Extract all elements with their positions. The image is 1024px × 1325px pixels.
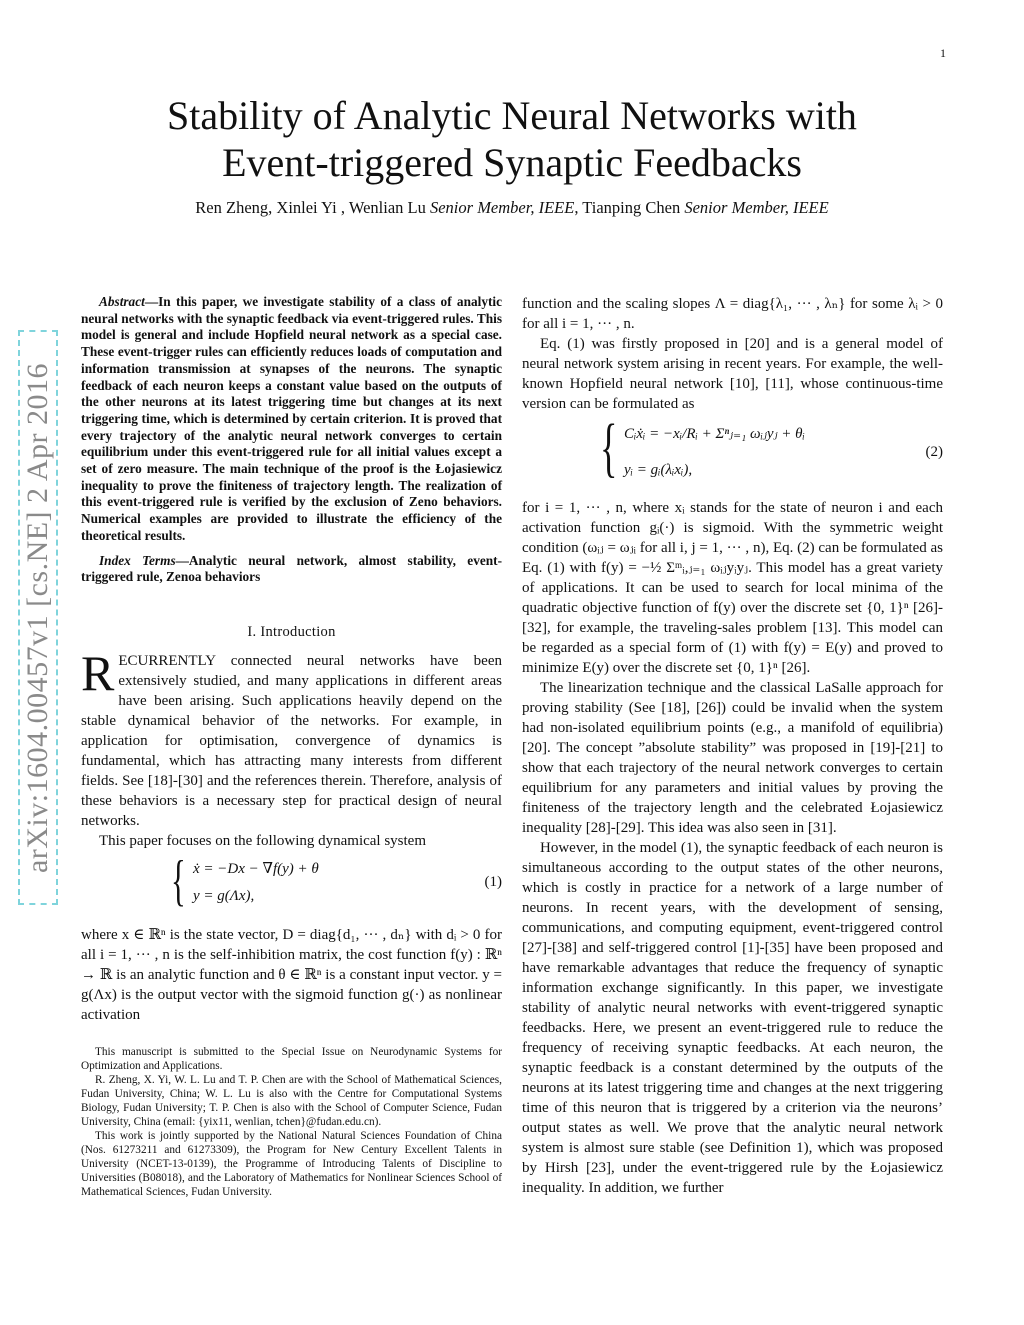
right-paragraph-5: However, in the model (1), the synaptic feedback of each neuron is simultaneous according to the output states of the other neurons, which is costly in practice for a network of a large number of neurons. In recent years, with the development of sensing, communications, and computing equipment, event-triggered control [27]-[38] and self-triggered control [1]-[35] have been proposed and have remarkable advantages that reduce the frequency of synaptic information exchange significantly. In this paper, we investigate stability of analytic neural networks with event-triggered synaptic feedbacks. Here, we present an event-triggered rule to reduce the frequency of receiving synaptic feedbacks. At each neuron, the synaptic feedback is a constant determined by the outputs of the neurons at its latest triggering time and changes at the next triggering time of this neuron that is triggered by a criterion via the neurons’ output states as well. We prove that the analytic neural network system is almost sure stable (see Definition 1), which was proposed by Hirsh [23], under the event-triggered rule by the Łojasiewicz inequality. In addition, we further [522, 840, 943, 1196]
intro-paragraph-3: where x ∈ ℝⁿ is the state vector, D = diag{d₁, ··· , dₙ} with dᵢ > 0 for all i = 1, ··· , n is the self-inhibition matrix, the cost function f(y) : ℝⁿ → ℝ is an analytic function and θ ∈ ℝⁿ is a constant input vector. y = g(Λx) is the output vector with the sigmoid function g(·) as nonlinear activation [81, 926, 502, 1023]
equation-2-number: (2) [925, 444, 943, 460]
intro-paragraph-1-text: ECURRENTLY connected neural networks have been extensively studied, and many applications in different areas have been arising. Such applications heavily depend on the stable dynamical behavior of the networks. For example, in application for optimisation, convergence of dynamics is fundamental, which has attracting many interests from different fields. See [18]-[30] and the references therein. Therefore, analysis of these behaviors is a necessary step for practical design of neural networks. [81, 652, 502, 829]
author-list [0, 198, 1024, 218]
author-names-2: , Tianping Chen [574, 198, 685, 217]
index-terms-lead: Index Terms [99, 552, 176, 568]
section-heading-introduction: I. Introduction [247, 623, 336, 640]
equation-2-line-2: yᵢ = gᵢ(λᵢxᵢ), [624, 462, 693, 478]
author-names-1: Ren Zheng, Xinlei Yi , Wenlian Lu [195, 198, 430, 217]
right-paragraph-3: for i = 1, ··· , n, where xᵢ stands for the state of neuron i and each activation function gᵢ(·) is sigmoid. With the symmetric weight condition (ωᵢⱼ = ωⱼᵢ for all i, j = 1, ··· , n), Eq. (2) can be formulated as Eq. (1) with f(y) = −½ Σᵐᵢ,ⱼ₌₁ ωᵢⱼyᵢyⱼ. This model has a great variety of applications. It can be used to search for local minima of the quadratic objective function of f(y) over the discrete set {0, 1}ⁿ [26]-[32], for example, the traveling-sales problem [13]. This model can be regarded as a special form of (1) with f(y) = E(y) and proved to minimize E(y) over the discrete set {0, 1}ⁿ [26]. [522, 500, 943, 676]
right-paragraph-4: The linearization technique and the classical LaSalle approach for proving stability (See [18], [26]) could be invalid when the system had non-isolated equilibrium points (e.g., a manifold of equilibria) [20]. The concept ”absolute stability” was proposed in [19]-[21] to show that each trajectory of the neural network converges to certain equilibrium for any parameters and initial values by proving the finiteness of the trajectory length and the celebrated Łojasiewicz inequality [28]-[29]. This idea was also seen in [31]. [522, 680, 943, 836]
abstract [81, 294, 502, 545]
index-terms-text: —Analytic neural network, almost stability, event-triggered rule, Zenoa behaviors [81, 552, 503, 585]
footnote-1: This manuscript is submitted to the Special Issue on Neurodynamic Systems for Optimization and Applications. [81, 1045, 502, 1072]
author-role-2: Senior Member, IEEE [684, 198, 829, 217]
equation-brace: { [171, 849, 186, 912]
right-paragraph-1: function and the scaling slopes Λ = diag{λ₁, ··· , λₙ} for some λᵢ > 0 for all i = 1, ··· , n. [522, 296, 943, 332]
left-column [81, 294, 502, 1199]
paper-title [0, 92, 1024, 186]
right-paragraph-2: Eq. (1) was firstly proposed in [20] and is a general model of neural network system arising in recent years. For example, the well-known Hopfield neural network [10], [11], whose continuous-time version can be formulated as [522, 336, 943, 412]
intro-paragraph-2: This paper focuses on the following dynamical system [99, 832, 427, 849]
equation-1-line-1: ẋ = −Dx − ∇f(y) + θ [193, 860, 319, 877]
abstract-lead: Abstract [99, 294, 145, 309]
abstract-text: —In this paper, we investigate stability of a class of analytic neural networks with the synaptic feedback via event-triggered rules. This model is general and include Hopfield neural network as a special case. These event-trigger rules can efficiently reduces loads of computation and information transmission at synapses of the neurons. The synaptic feedback of each neuron keeps a constant value based on the outputs of the other neurons at its latest triggering time but changes at its next triggering time, which is determined by certain criterion. It is proved that every trajectory of the analytic neural network converges to certain equilibrium under this event-triggered rule for all initial values except a set of zero measure. The main technique of the proof is the Łojasiewicz inequality to prove the finiteness of trajectory length. The realization of this event-triggered rule is verified by the exclusion of Zeno behaviors. Numerical examples are provided to illustrate the efficiency of the theoretical results. [81, 294, 502, 543]
equation-1-line-2: y = g(Λx), [193, 887, 255, 904]
footnote-3: This work is jointly supported by the National Natural Sciences Foundation of China (Nos. 61273211 and 61273309), the Program for New Century Excellent Talents in University (NCET-13-0139), the Programme of Introducing Talents of Discipline to Universities (B08018), and the Laboratory of Mathematics for Nonlinear Sciences School of Mathematical Sciences, Fudan University. [81, 1129, 502, 1198]
equation-1 [81, 849, 502, 915]
intro-paragraph-1 [81, 644, 502, 831]
arxiv-identifier: arXiv:1604.00457v1 [cs.NE] 2 Apr 2016 [21, 362, 54, 873]
equation-1-number: (1) [484, 873, 502, 890]
equation-2-line-1: Cᵢẋᵢ = −xᵢ/Rᵢ + Σⁿⱼ₌₁ ωᵢⱼyⱼ + θᵢ [624, 426, 805, 442]
author-role-1: Senior Member, IEEE [429, 198, 575, 217]
title-line-2: Event-triggered Synaptic Feedbacks [222, 140, 802, 185]
footnote-2: R. Zheng, X. Yi, W. L. Lu and T. P. Chen are with the School of Mathematical Sciences, Fudan University, China; W. L. Lu is also with the Centre for Computational Systems Biology, Fudan University; T. P. Chen is also with the School of Computer Science, Fudan University, China (email: {yix11, wenlian, tchen}@fudan.edu.cn). [81, 1073, 502, 1128]
index-terms [81, 553, 502, 586]
equation-2 [522, 411, 943, 488]
right-column [522, 294, 943, 1198]
title-line-1: Stability of Analytic Neural Networks with [167, 93, 857, 138]
page-number: 1 [940, 46, 946, 60]
equation-brace: { [600, 411, 618, 484]
drop-cap: R [81, 644, 115, 701]
arxiv-stamp [18, 330, 58, 905]
